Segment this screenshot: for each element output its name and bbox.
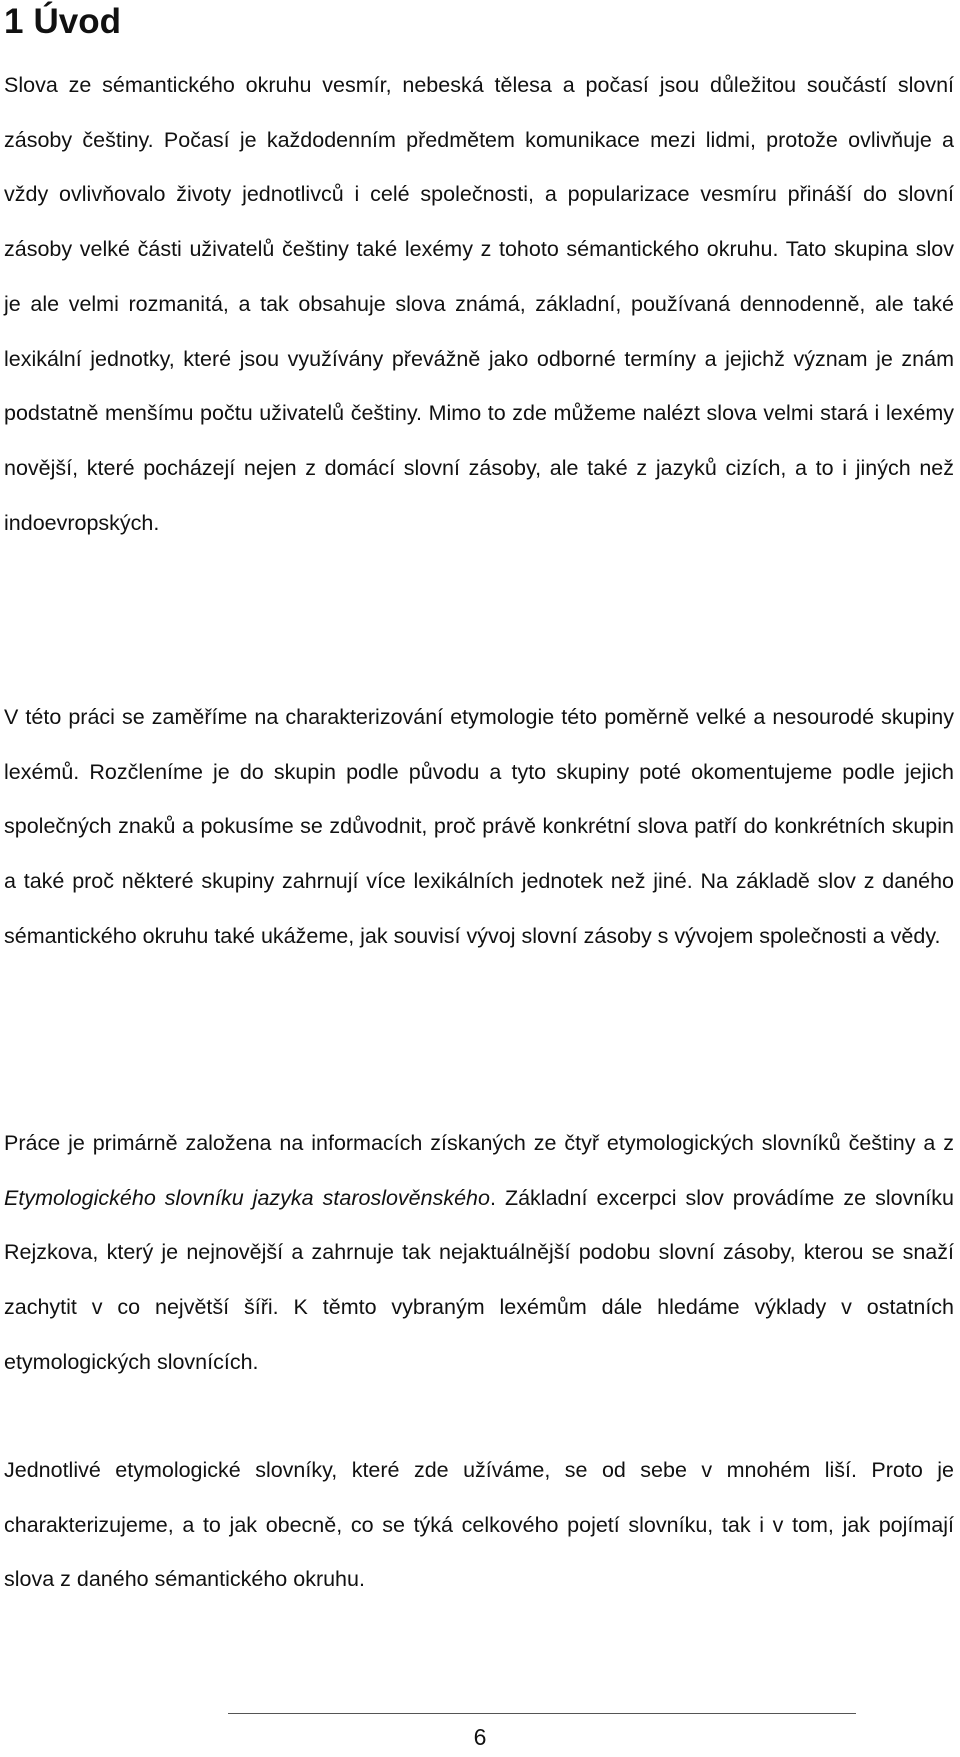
paragraph-3-text-start: Práce je primárně založena na informacích získaných ze čtyř etymologických slovníků češtiny a z <box>4 1131 954 1155</box>
footer-divider <box>228 1713 856 1714</box>
paragraph-3-text-end: . Základní excerpci slov provádíme ze slovníku Rejzkova, který je nejnovější a zahrnuje tak nejaktuálnější podobu slovní zásoby, kterou se snaží zachytit v co největší šíři. K těmto vybraným lexémům dále hledáme výklady v ostatních etymologických slovnících. <box>4 1185 954 1374</box>
chapter-heading <box>4 0 121 44</box>
chapter-title: Úvod <box>33 2 121 41</box>
page-number: 6 <box>473 1724 487 1750</box>
paragraph-1: Slova ze sémantického okruhu vesmír, nebeská tělesa a počasí jsou důležitou součástí slovní zásoby češtiny. Počasí je každodenním předmětem komunikace mezi lidmi, protože ovlivňuje a vždy ovlivňovalo životy jednotlivců i celé společnosti, a popularizace vesmíru přináší do slovní zásoby velké části uživatelů češtiny také lexémy z tohoto sémantického okruhu. Tato skupina slov je ale velmi rozmanitá, a tak obsahuje slova známá, základní, používaná dennodenně, ale také lexikální jednotky, které jsou využívány převážně jako odborné termíny a jejichž význam je znám podstatně menšímu počtu uživatelů češtiny. Mimo to zde můžeme nalézt slova velmi stará i lexémy novější, které pocházejí nejen z domácí slovní zásoby, ale také z jazyků cizích, a to i jiných než indoevropských. <box>4 73 954 535</box>
paragraph-3 <box>4 1116 954 1390</box>
paragraph-2: V této práci se zaměříme na charakterizování etymologie této poměrně velké a nesourodé skupiny lexémů. Rozčleníme je do skupin podle původu a tyto skupiny poté okomentujeme podle jejich společných znaků a pokusíme se zdůvodnit, proč právě konkrétní slova patří do konkrétních skupin a také proč některé skupiny zahrnují více lexikálních jednotek než jiné. Na základě slov z daného sémantického okruhu také ukážeme, jak souvisí vývoj slovní zásoby s vývojem společnosti a vědy. <box>4 705 954 948</box>
dictionary-title: Etymologického slovníku jazyka staroslověnského <box>4 1185 490 1210</box>
chapter-number: 1 <box>4 2 24 41</box>
paragraph-4: Jednotlivé etymologické slovníky, které zde užíváme, se od sebe v mnohém liší. Proto je charakterizujeme, a to jak obecně, co se týká celkového pojetí slovníku, tak i v tom, jak pojímají slova z daného sémantického okruhu. <box>4 1458 954 1592</box>
